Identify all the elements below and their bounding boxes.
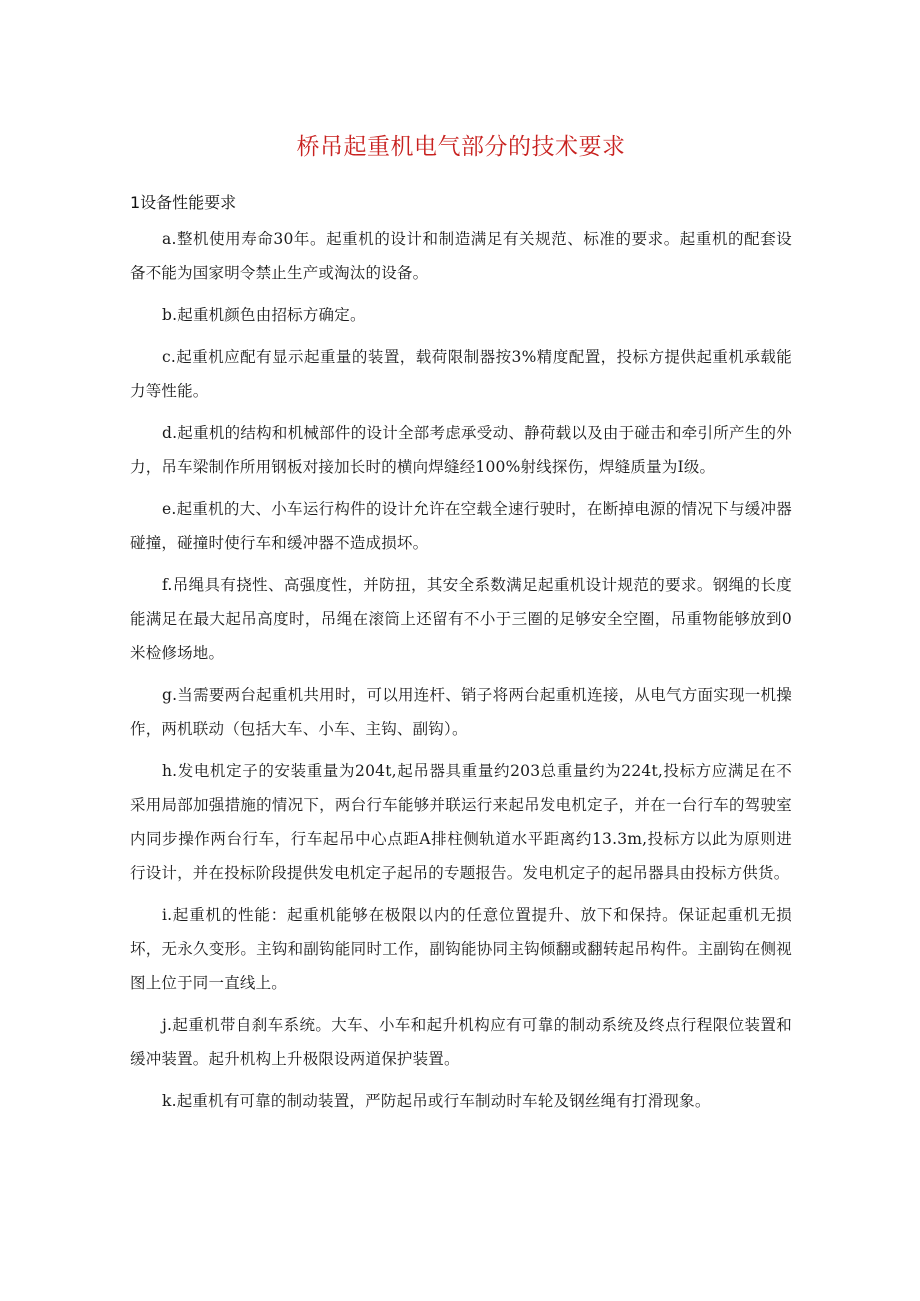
paragraph-g: g.当需要两台起重机共用时，可以用连杆、销子将两台起重机连接，从电气方面实现一机操作，两机联动（包括大车、小车、主钩、副钩）。: [130, 686, 792, 738]
paragraph-f: f.吊绳具有挠性、高强度性，并防扭，其安全系数满足起重机设计规范的要求。钢绳的长度能满足在最大起吊高度时，吊绳在滚筒上还留有不小于三圈的足够安全空圈，吊重物能够放到0米检修场地。: [130, 576, 792, 662]
paragraph-j: j.起重机带自刹车系统。大车、小车和起升机构应有可靠的制动系统及终点行程限位装置和缓冲装置。起升机构上升极限设两道保护装置。: [130, 1016, 792, 1068]
paragraph-c: c.起重机应配有显示起重量的装置，载荷限制器按3%精度配置，投标方提供起重机承载能力等性能。: [130, 348, 792, 400]
paragraph-i: i.起重机的性能：起重机能够在极限以内的任意位置提升、放下和保持。保证起重机无损坏，无永久变形。主钩和副钩能同时工作，副钩能协同主钩倾翻或翻转起吊构件。主副钩在侧视图上位于同一直线上。: [130, 906, 792, 992]
section-heading: 1设备性能要求: [130, 193, 237, 212]
paragraph-h: h.发电机定子的安装重量为204t,起吊器具重量约203总重量约为224t,投标方应满足在不采用局部加强措施的情况下，两台行车能够并联运行来起吊发电机定子，并在一台行车的驾驶室内同步操作两台行车，行车起吊中心点距A排柱侧轨道水平距离约13.3m,投标方以此为原则进行设计，并在投标阶段提供发电机定子起吊的专题报告。发电机定子的起吊器具由投标方供货。: [130, 762, 792, 882]
document-title: 桥吊起重机电气部分的技术要求: [296, 134, 626, 160]
paragraph-k: k.起重机有可靠的制动装置，严防起吊或行车制动时车轮及钢丝绳有打滑现象。: [162, 1092, 711, 1110]
paragraph-e: e.起重机的大、小车运行构件的设计允许在空载全速行驶时，在断掉电源的情况下与缓冲器碰撞，碰撞时使行车和缓冲器不造成损坏。: [130, 500, 792, 552]
paragraph-d: d.起重机的结构和机械部件的设计全部考虑承受动、静荷载以及由于碰击和牵引所产生的外力，吊车梁制作所用钢板对接加长时的横向焊缝经100%射线探伤，焊缝质量为I级。: [130, 424, 792, 476]
paragraph-a: a.整机使用寿命30年。起重机的设计和制造满足有关规范、标准的要求。起重机的配套设备不能为国家明令禁止生产或淘汰的设备。: [130, 230, 792, 282]
paragraph-b: b.起重机颜色由招标方确定。: [162, 306, 366, 324]
